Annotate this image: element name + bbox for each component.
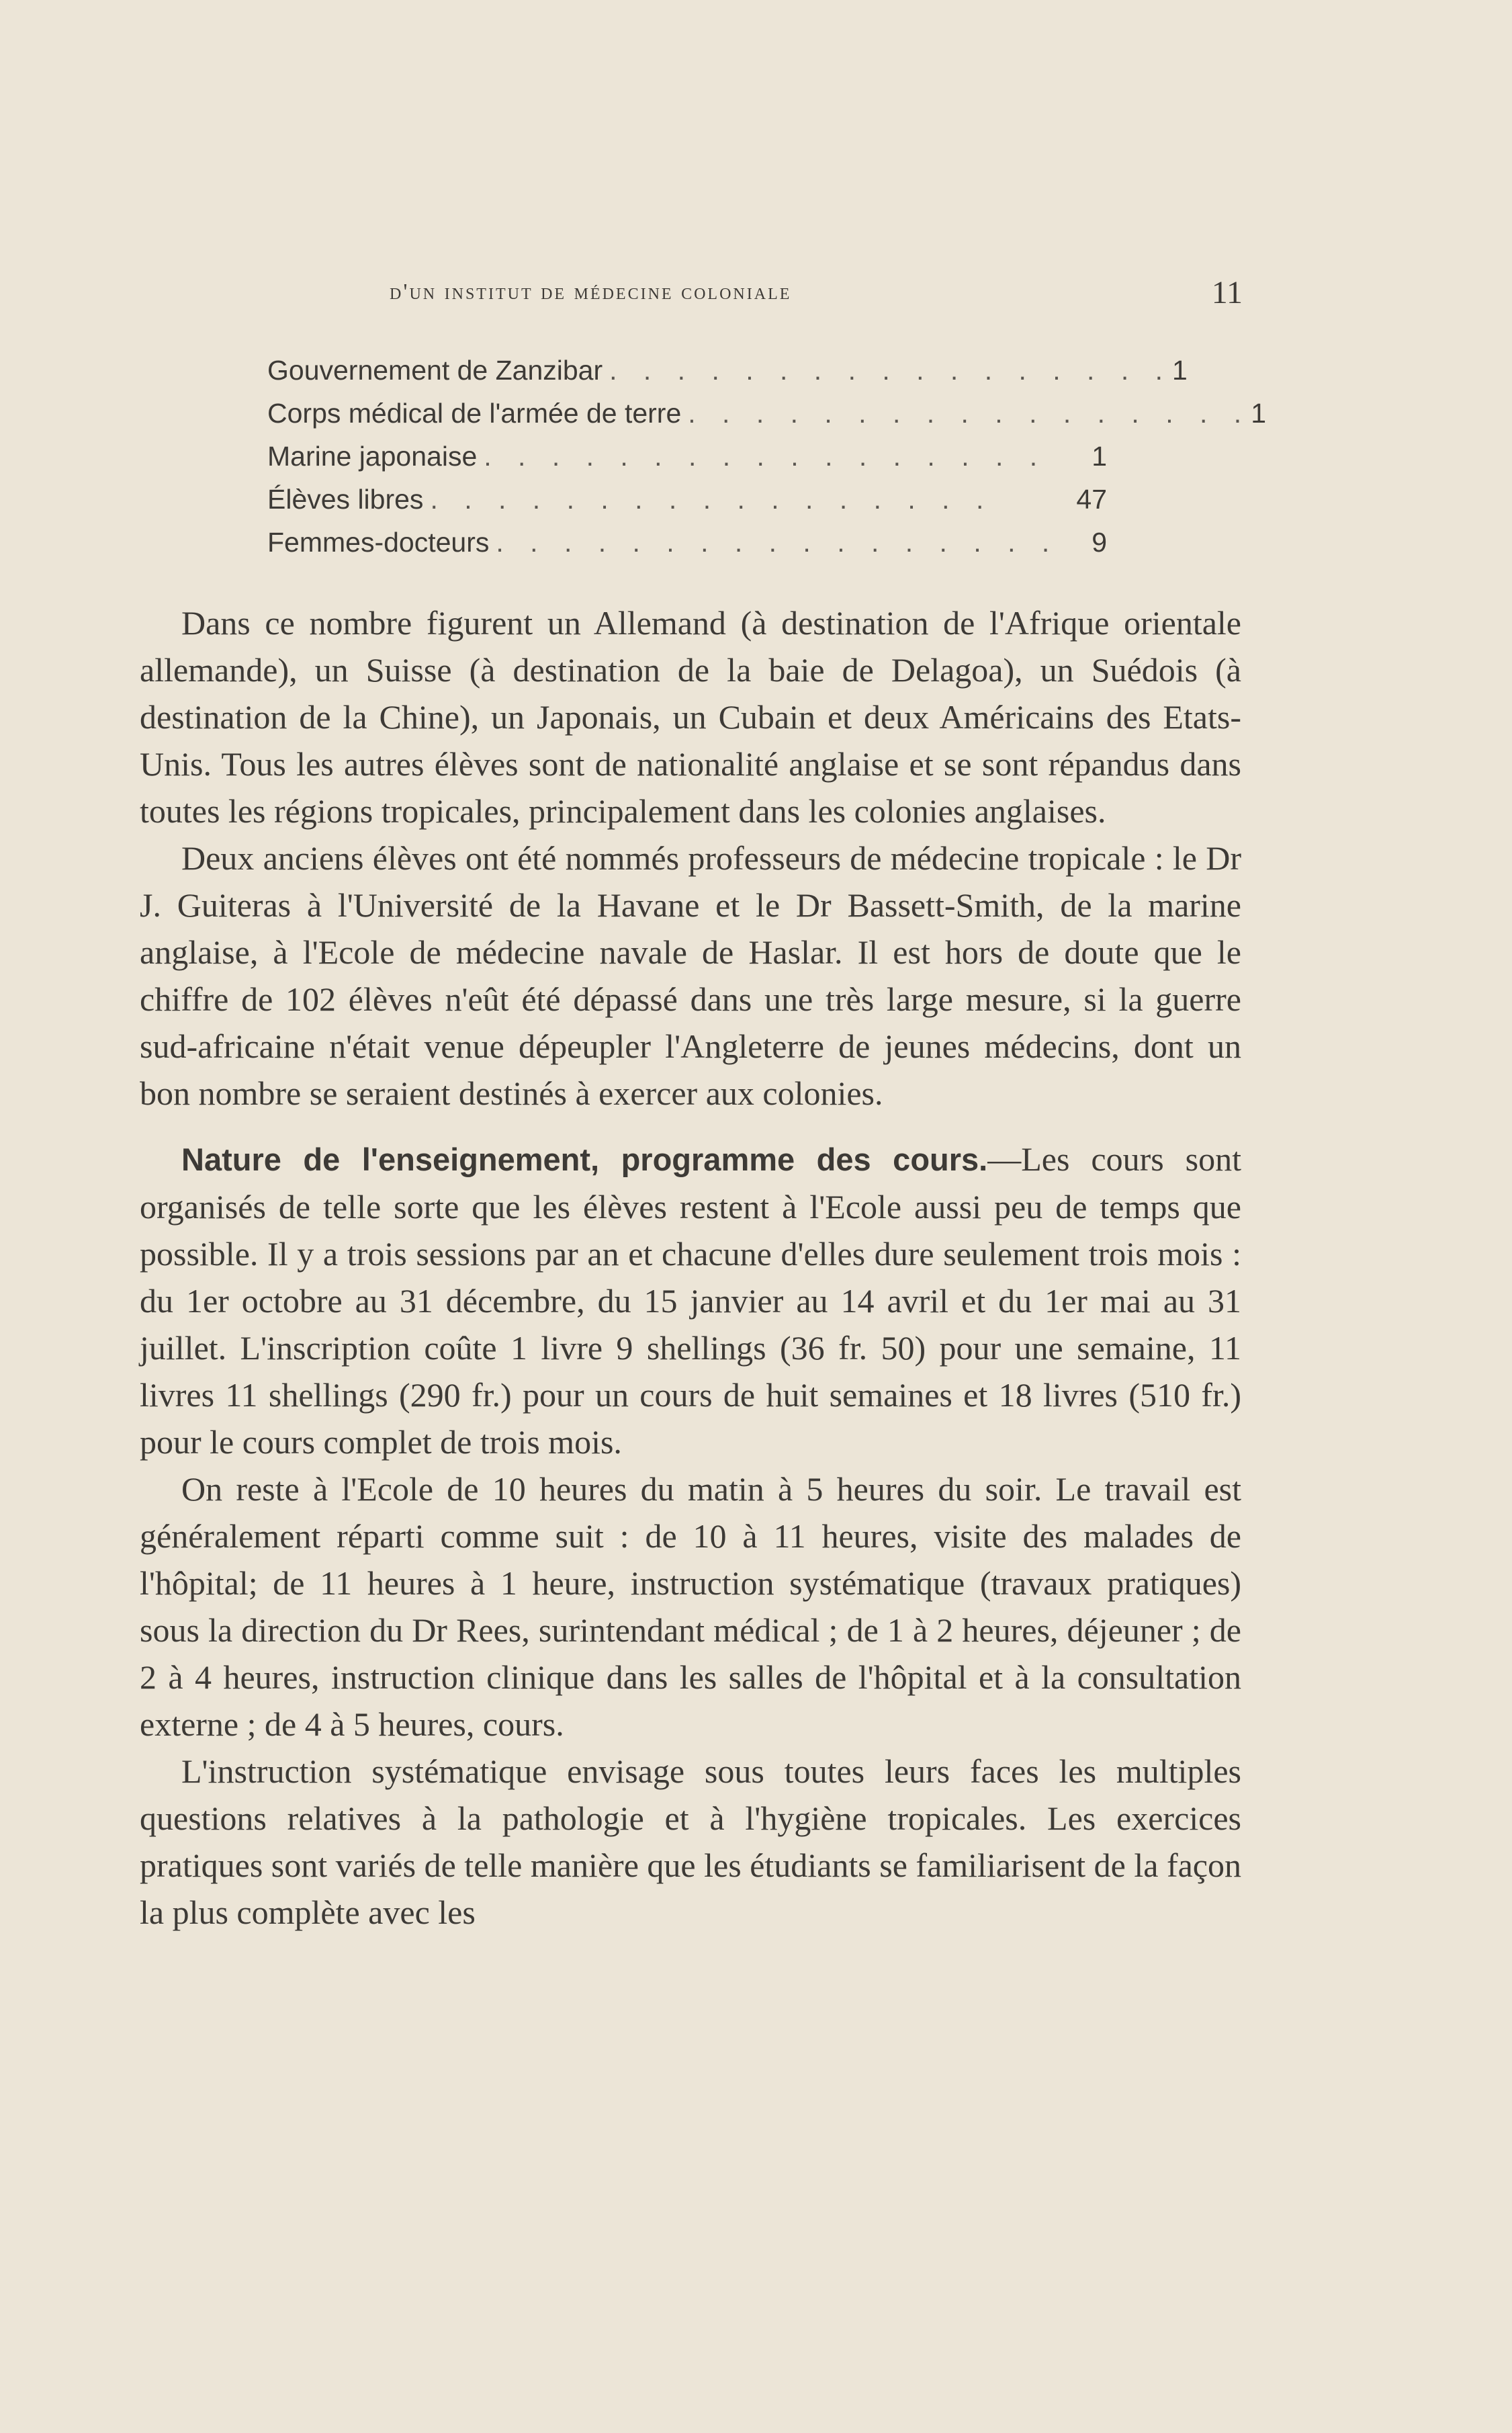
enrollment-list [267, 355, 1266, 570]
item-value: 9 [1092, 527, 1107, 558]
item-label: Femmes-docteurs [267, 527, 490, 558]
paragraph-former-students: Deux anciens élèves ont été nommés professeurs de médecine tropicale : le Dr J. Guiteras à l'Université de la Havane et le Dr Bassett-Smith, de la marine anglaise, à l'Ecole de médecine navale de Haslar. Il est hors de doute que le chiffre de 102 élèves n'eût été dépassé dans une très large mesure, si la guerre sud-africaine n'était venue dépeupler l'Angleterre de jeunes médecins, dont un bon nombre se seraient destinés à exercer aux colonies. [140, 839, 1241, 1112]
running-title: d'un institut de médecine coloniale [390, 280, 792, 304]
body-text [140, 599, 1241, 1936]
leader-dots: . . . . . . . . . . . . . . . . . [430, 484, 993, 515]
list-item [267, 441, 1107, 484]
item-value: 1 [1172, 355, 1188, 386]
page-number: 11 [1211, 275, 1243, 310]
leader-dots: . . . . . . . . . . . . . . . . . [688, 398, 1251, 429]
list-item [267, 398, 1266, 441]
list-item [267, 484, 1107, 527]
leader-dots: . . . . . . . . . . . . . . . . . [496, 527, 1059, 558]
item-label: Corps médical de l'armée de terre [267, 398, 682, 429]
page-header [141, 274, 1243, 314]
item-value: 1 [1092, 441, 1107, 472]
paragraph-daily-schedule: On reste à l'Ecole de 10 heures du matin à 5 heures du soir. Le travail est généralement réparti comme suit : de 10 à 11 heures, visite des malades de l'hôpital; de 11 heures à 1 heure, instruction systématique (travaux pratiques) sous la direction du Dr Rees, surintendant médical ; de 1 à 2 heures, déjeuner ; de 2 à 4 heures, instruction clinique dans les salles de l'hôpital et à la consultation externe ; de 4 à 5 heures, cours. [140, 1470, 1241, 1743]
item-label: Gouvernement de Zanzibar [267, 355, 603, 386]
paragraph-course-program [140, 1136, 1241, 1465]
paragraph-nationalities: Dans ce nombre figurent un Allemand (à destination de l'Afrique orientale allemande), un Suisse (à destination de la baie de Delagoa), un Suédois (à destination de la Chine), un Japonais, un Cubain et deux Américains des Etats-Unis. Tous les autres élèves sont de nationalité anglaise et se sont répandus dans toutes les régions tropicales, principalement dans les colonies anglaises. [140, 604, 1241, 830]
list-item [267, 527, 1107, 570]
section-text: —Les cours sont organisés de telle sorte que les élèves restent à l'Ecole aussi peu de temps que possible. Il y a trois sessions par an et chacune d'elles dure seulement trois mois : du 1er octobre au 31 décembre, du 15 janvier au 14 avril et du 1er mai au 31 juillet. L'inscription coûte 1 livre 9 shellings (36 fr. 50) pour une semaine, 11 livres 11 shellings (290 fr.) pour un cours de huit semaines et 18 livres (510 fr.) pour le cours complet de trois mois. [140, 1140, 1241, 1461]
item-label: Élèves libres [267, 484, 424, 515]
leader-dots: . . . . . . . . . . . . . . . . . [609, 355, 1173, 386]
item-value: 1 [1251, 398, 1266, 429]
item-value: 47 [1076, 484, 1107, 515]
item-label: Marine japonaise [267, 441, 478, 472]
section-title: Nature de l'enseignement, programme des cours. [181, 1142, 988, 1177]
leader-dots: . . . . . . . . . . . . . . . . . [484, 441, 1047, 472]
list-item [267, 355, 1188, 398]
paragraph-systematic-instruction: L'instruction systématique envisage sous toutes leurs faces les multiples questions relatives à la pathologie et à l'hygiène tropicales. Les exercices pratiques sont variés de telle manière que les étudiants se familiarisent de la façon la plus complète avec les [140, 1752, 1241, 1931]
